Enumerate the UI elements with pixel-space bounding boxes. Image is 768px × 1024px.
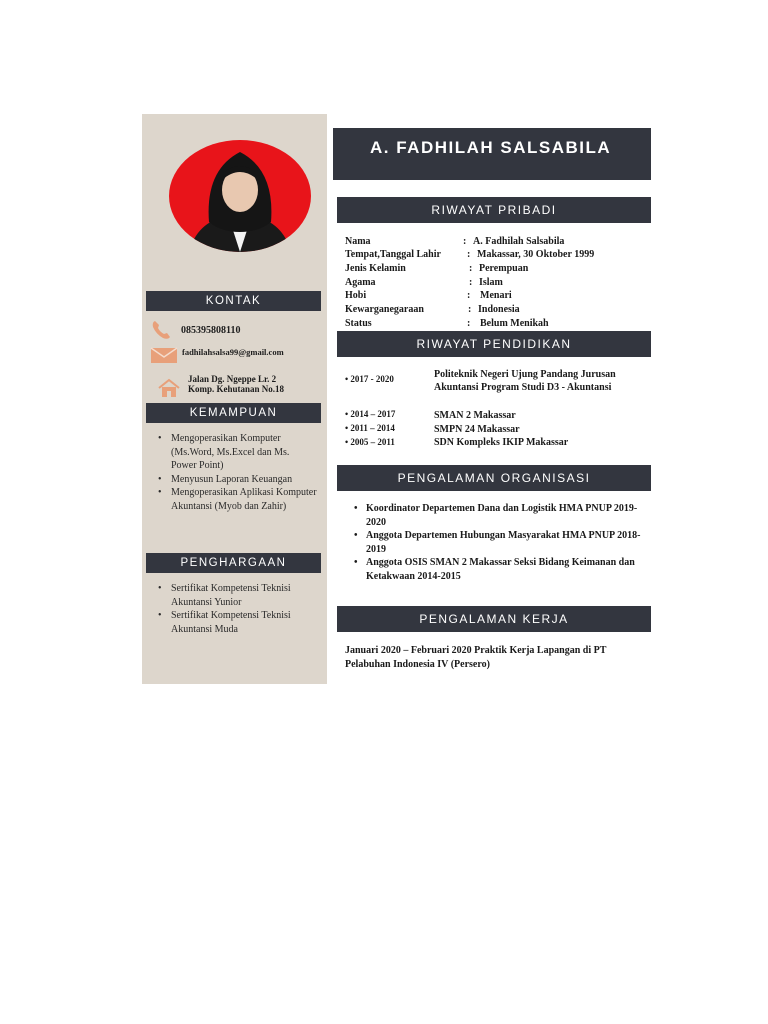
list-item: • Mengoperasikan Komputer (Ms.Word, Ms.Excel dan Ms. Power Point) [155, 432, 317, 473]
edu-school: SMAN 2 Makassar [434, 410, 516, 421]
address-line-1: Jalan Dg. Ngeppe Lr. 2 [188, 374, 277, 384]
contact-phone [150, 319, 240, 341]
edu-school: SDN Kompleks IKIP Makassar [434, 437, 569, 448]
list-item: • Anggota OSIS SMAN 2 Makassar Seksi Bidang Keimanan dan Ketakwaan 2014-2015 [352, 556, 642, 583]
skills-list [155, 432, 317, 513]
phone-number: 085395808110 [181, 324, 241, 336]
info-row: Jenis Kelamin : Perempuan [345, 263, 529, 274]
email-address: fadhilahsalsa99@gmail.com [182, 347, 284, 357]
info-row: Kewarganegaraan : Indonesia [345, 304, 520, 315]
info-row: Hobi : Menari [345, 290, 512, 301]
edu-school: Politeknik Negeri Ujung Pandang Jurusan Akuntansi Program Studi D3 - Akuntansi [434, 369, 616, 393]
contact-email [150, 346, 284, 364]
riwayat-pendidikan-heading: RIWAYAT PENDIDIKAN [337, 331, 651, 357]
awards-list [155, 582, 317, 636]
edu-years: • 2005 – 2011 [345, 437, 395, 447]
page-title: A. FADHILAH SALSABILA [333, 128, 651, 180]
email-icon [150, 346, 180, 364]
list-item: • Mengoperasikan Aplikasi Komputer Akuntansi (Myob dan Zahir) [155, 486, 317, 513]
pengalaman-organisasi-heading: PENGALAMAN ORGANISASI [337, 465, 651, 491]
kemampuan-heading: KEMAMPUAN [146, 403, 321, 423]
phone-icon [150, 319, 174, 341]
info-row: Tempat,Tanggal Lahir : Makassar, 30 Oktober 1999 [345, 249, 595, 260]
edu-years: • 2011 – 2014 [345, 423, 395, 433]
list-item: • Sertifikat Kompetensi Teknisi Akuntansi Yunior [155, 582, 317, 609]
list-item: • Sertifikat Kompetensi Teknisi Akuntansi Muda [155, 609, 317, 636]
list-item: • Anggota Departemen Hubungan Masyarakat HMA PNUP 2018-2019 [352, 529, 642, 556]
edu-school: SMPN 24 Makassar [434, 424, 520, 435]
kontak-heading: KONTAK [146, 291, 321, 311]
address [188, 374, 284, 394]
edu-years: • 2014 – 2017 [345, 409, 396, 419]
riwayat-pribadi-heading: RIWAYAT PRIBADI [337, 197, 651, 223]
penghargaan-heading: PENGHARGAAN [146, 553, 321, 573]
organization-list [352, 502, 642, 583]
edu-years: • 2017 - 2020 [345, 374, 394, 384]
info-row: Nama : A. Fadhilah Salsabila [345, 236, 565, 247]
list-item: • Menyusun Laporan Keuangan [155, 473, 317, 487]
profile-photo [169, 140, 311, 252]
info-row: Status : Belum Menikah [345, 318, 549, 329]
pengalaman-kerja-heading: PENGALAMAN KERJA [337, 606, 651, 632]
list-item: • Koordinator Departemen Dana dan Logistik HMA PNUP 2019-2020 [352, 502, 642, 529]
work-experience: Januari 2020 – Februari 2020 Praktik Kerja Lapangan di PT Pelabuhan Indonesia IV (Persero) [345, 645, 607, 670]
home-icon [157, 378, 181, 398]
address-line-2: Komp. Kehutanan No.18 [188, 384, 285, 394]
info-row: Agama : Islam [345, 277, 503, 288]
